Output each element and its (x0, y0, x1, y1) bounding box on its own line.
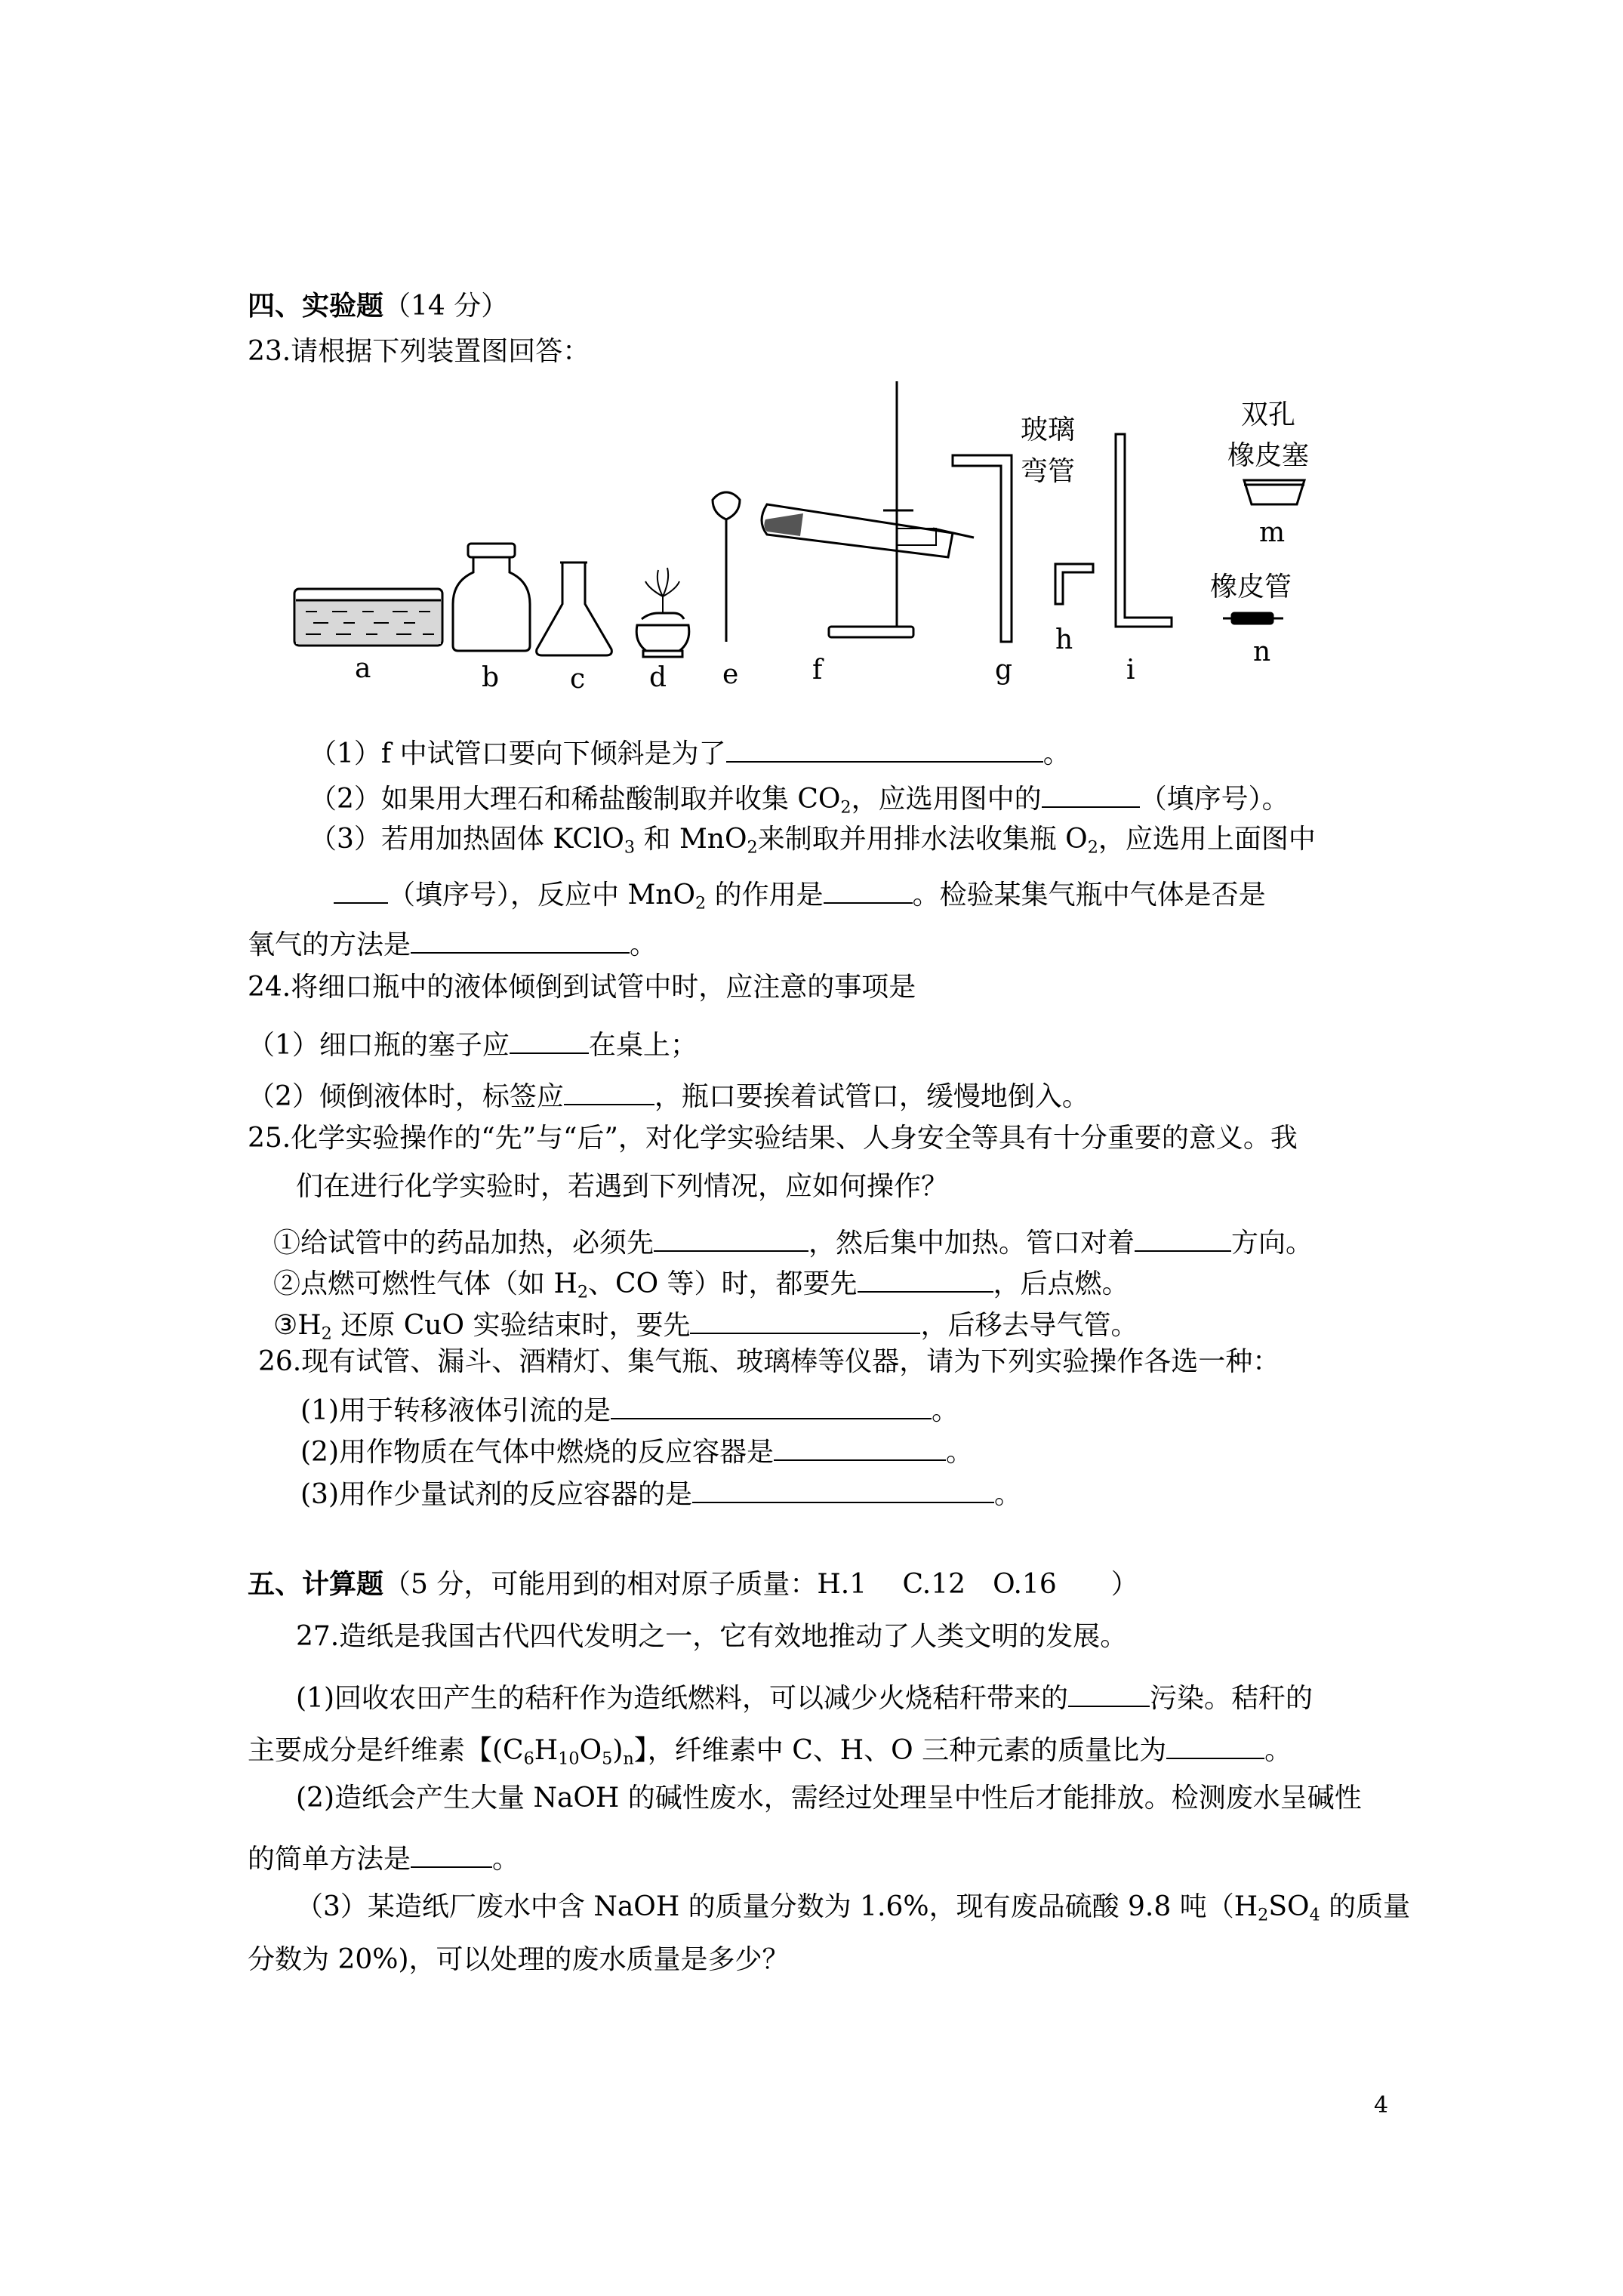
l-shaped-tube (1116, 434, 1172, 627)
answer-blank[interactable] (411, 923, 630, 954)
q25-stem-line2: 们在进行化学实验时，若遇到下列情况，应如何操作？ (296, 1171, 949, 1202)
glass-tube-label-1: 玻璃 (1020, 415, 1075, 445)
q24-part2: （2）倾倒液体时，标签应 ，瓶口要挨着试管口，缓慢地倒入。 (248, 1075, 1089, 1111)
long-neck-funnel (713, 492, 740, 642)
answer-blank[interactable] (774, 1431, 946, 1461)
q24-part1: （1）细口瓶的塞子应 在桌上； (248, 1024, 698, 1059)
water-trough (294, 589, 442, 646)
glass-tube-label-2: 弯管 (1020, 456, 1075, 487)
label-f: f (812, 655, 823, 686)
section-4-title: 四、实验题 (248, 291, 384, 322)
answer-blank[interactable] (611, 1389, 932, 1419)
answer-blank[interactable] (1042, 778, 1140, 808)
label-e: e (722, 659, 739, 690)
stopper-label-1: 双孔 (1240, 399, 1295, 430)
small-bent-tube (1055, 564, 1093, 604)
q23-part3-line1: （3）若用加热固体 KClO$_3$ 和 MnO$_2$来制取并用排水法收集瓶 $O_2$，应选用上面图中 (310, 824, 1316, 858)
answer-blank[interactable] (564, 1075, 654, 1105)
rubber-tube-label: 橡皮管 (1209, 572, 1292, 603)
alcohol-lamp (636, 568, 689, 657)
q25-stem-line1: 25.化学实验操作的“先”与“后”，对化学实验结果、人身安全等具有十分重要的意义。我 (248, 1123, 1298, 1154)
q27-part2-line1: (2)造纸会产生大量 NaOH 的碱性废水，需经过处理呈中性后才能排放。检测废水呈碱性 (296, 1783, 1362, 1814)
q25-item2: ②点燃可燃性气体（如 $H_2$、CO 等）时，都要先 ，后点燃。 (273, 1262, 1129, 1301)
q23-part3-line3: 氧气的方法是 。 (248, 923, 657, 959)
section-5-title: 五、计算题 (248, 1569, 384, 1600)
label-m: m (1259, 517, 1286, 548)
answer-blank[interactable] (1166, 1729, 1264, 1759)
label-b: b (482, 662, 500, 693)
label-a: a (355, 653, 371, 684)
answer-blank[interactable] (1068, 1677, 1150, 1707)
answer-blank[interactable] (824, 874, 913, 904)
q27-part2-line2: 的简单方法是 。 (248, 1838, 519, 1873)
answer-blank[interactable] (690, 1304, 920, 1334)
answer-blank[interactable] (654, 1222, 808, 1252)
conical-flask (537, 562, 612, 655)
rubber-tube (1223, 613, 1283, 624)
section-5-rest: （5 分，可能用到的相对原子质量：H.1 C.12 O.16 ） (383, 1569, 1138, 1600)
label-n: n (1253, 636, 1271, 667)
glass-bent-tube (953, 455, 1012, 642)
label-g: g (995, 655, 1013, 686)
answer-blank[interactable] (510, 1024, 589, 1054)
gas-bottle (453, 544, 530, 651)
q23-part1: （1）f 中试管口要向下倾斜是为了 。 (310, 732, 1070, 768)
stopper-label-2: 橡皮塞 (1227, 440, 1309, 471)
q27-stem: 27.造纸是我国古代四代发明之一，它有效地推动了人类文明的发展。 (296, 1621, 1128, 1652)
rubber-stopper (1244, 480, 1304, 504)
q25-item1: ①给试管中的药品加热，必须先 ，然后集中加热。管口对着 方向。 (273, 1222, 1313, 1257)
section-5-heading (248, 1571, 1138, 1598)
q23-part3-line2: （填序号），反应中 MnO$_2$ 的作用是 。检验某集气瓶中气体是否是 (334, 874, 1266, 912)
answer-blank[interactable] (726, 732, 1043, 763)
answer-blank[interactable] (692, 1473, 994, 1503)
answer-blank[interactable] (411, 1838, 492, 1868)
answer-blank[interactable] (858, 1262, 993, 1293)
answer-blank[interactable] (334, 874, 388, 904)
answer-blank[interactable] (1135, 1222, 1231, 1252)
label-i: i (1126, 655, 1135, 686)
label-h: h (1055, 624, 1073, 655)
page-number: 4 (1374, 2092, 1389, 2119)
q27-part3-line2: 分数为 20%)，可以处理的废水质量是多少？ (248, 1944, 790, 1975)
q23-part2: （2）如果用大理石和稀盐酸制取并收集 $CO_2$，应选用图中的 （填序号）。 (310, 778, 1289, 816)
section-4-points: （14 分） (383, 291, 509, 322)
iron-stand (762, 381, 974, 637)
label-c: c (570, 664, 586, 695)
q26-item1: (1)用于转移液体引流的是 。 (300, 1389, 959, 1425)
q24-stem: 24.将细口瓶中的液体倾倒到试管中时，应注意的事项是 (248, 972, 916, 1003)
q26-item3: (3)用作少量试剂的反应容器的是 。 (300, 1473, 1021, 1509)
q23-stem: 23.请根据下列装置图回答： (248, 336, 590, 367)
q27-part1-line1: (1)回收农田产生的秸秆作为造纸燃料，可以减少火烧秸秆带来的 污染。秸秆的 (296, 1677, 1313, 1712)
q26-stem: 26.现有试管、漏斗、酒精灯、集气瓶、玻璃棒等仪器，请为下列实验操作各选一种： (258, 1346, 1280, 1377)
q27-part1-line2: 主要成分是纤维素【$(C_6H_{10}O_5)_n$】，纤维素中 C、H、O 三种元素的质量比为 。 (248, 1729, 1292, 1767)
q26-item2: (2)用作物质在气体中燃烧的反应容器是 。 (300, 1431, 973, 1466)
q27-part3-line1: （3）某造纸厂废水中含 NaOH 的质量分数为 1.6%，现有废品硫酸 9.8 吨（$H_2SO_4$ 的质量 (296, 1891, 1411, 1925)
q25-item3: $③H_2$ 还原 CuO 实验结束时，要先 ，后移去导气管。 (273, 1304, 1138, 1342)
label-d: d (649, 662, 667, 693)
